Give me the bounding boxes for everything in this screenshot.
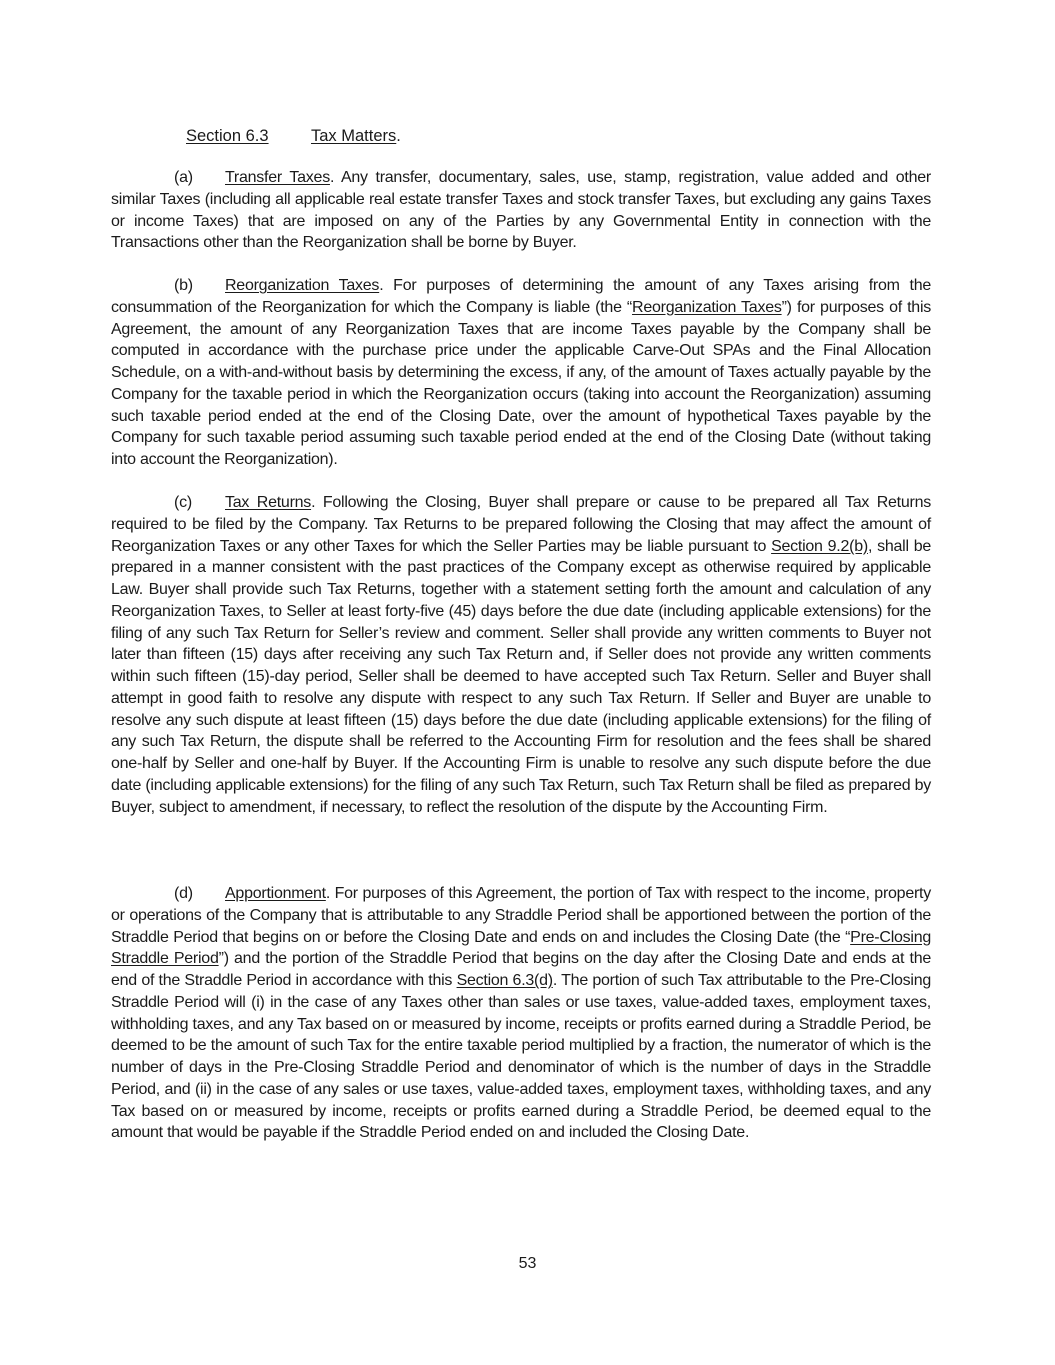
cross-reference: Section 9.2(b) — [771, 537, 868, 555]
paragraph-text: , shall be prepared in a manner consistent with the past practices of the Company except as otherwise required by applicable Law. Buyer shall provide such Tax Returns, together with a statement setting forth the amount and calculation of any Reorganization Taxes, to Seller at least forty-five (45) days before the due date (including applicable extensions) for the filing of any such Tax Return for Seller’s review and comment. Seller shall provide any written comments to Buyer not later than fifteen (15) days after receiving any such Tax Return and, if Seller does not provide any written comments within such fifteen (15)-day period, Seller shall be deemed to have accepted such Tax Return. Seller and Buyer shall attempt in good faith to resolve any dispute with respect to any such Tax Return. If Seller and Buyer are unable to resolve any such dispute at least fifteen (15) days before the due date (including applicable extensions) for the filing of any such Tax Return, the dispute shall be referred to the Accounting Firm for resolution and the fees shall be shared one-half by Seller and one-half by Buyer. If the Accounting Firm is unable to resolve any such dispute before the due date (including applicable extensions) for the filing of any such Tax Return, such Tax Return shall be filed as prepared by Buyer, subject to amendment, if necessary, to reflect the resolution of the dispute by the Accounting Firm. — [111, 537, 931, 816]
defined-term: Reorganization Taxes — [632, 298, 782, 316]
section-heading — [186, 125, 401, 147]
section-number: Section 6.3 — [186, 127, 269, 145]
paragraph-label: (b) — [174, 277, 193, 294]
paragraph-heading: Transfer Taxes — [225, 169, 330, 186]
paragraph-text: . For purposes of this Agreement, the portion of Tax with respect to the income, property or operations of the Company that is attributable to any Straddle Period shall be apportioned between the portion of the Straddle Period that begins on or before the Closing Date and ends on and includes the Closing Date (the “ — [111, 885, 931, 946]
paragraph-text: ”) and the portion of the Straddle Period that begins on the day after the Closing Date and ends at the end of the Straddle Period in accordance with this — [111, 950, 931, 989]
cross-reference: Section 6.3(d) — [456, 972, 553, 989]
paragraph-heading: Tax Returns — [225, 494, 312, 511]
paragraph-label: (c) — [174, 494, 192, 511]
paragraph-text: ”) for purposes of this Agreement, the amount of any Reorganization Taxes that are income Taxes payable by the Company shall be computed in accordance with the purchase price under the applicable Carve-Out SPAs and the Final Allocation Schedule, on a with-and-without basis by determining the excess, if any, of the amount of Taxes actually payable by the Company for the taxable period in which the Reorganization occurs (taking into account the Reorganization) assuming such taxable period ended at the end of the Closing Date, over the amount of hypothetical Taxes payable by the Company for such taxable period assuming such taxable period ended at the end of the Closing Date (without taking into account the Reorganization). — [111, 298, 932, 468]
paragraph-transfer-taxes — [111, 167, 931, 254]
paragraph-heading: Reorganization Taxes — [225, 277, 380, 294]
paragraph-reorganization-taxes — [111, 275, 931, 471]
section-title-period: . — [396, 127, 401, 145]
paragraph-text: . Any transfer, documentary, sales, use, stamp, registration, value added and other similar Taxes (including all applicable real estate transfer Taxes and stock transfer Taxes, but excluding any gains Taxes or income Taxes) that are imposed on any of the Parties by any Governmental Entity in connection with the Transactions other than the Reorganization shall be borne by Buyer. — [111, 169, 932, 252]
paragraph-text: . The portion of such Tax attributable to the Pre-Closing Straddle Period will (i) in the case of any Taxes other than sales or use taxes, value-added taxes, employment taxes, withholding taxes, and any Tax based on or measured by income, receipts or profits earned during a Straddle Period, be deemed to be the amount of such Tax for the entire taxable period multiplied by a fraction, the numerator of which is the number of days in the Pre-Closing Straddle Period and denominator of which is the number of days in the Straddle Period, and (ii) in the case of any sales or use taxes, value-added taxes, employment taxes, withholding taxes, and any Tax based on or measured by income, receipts or profits earned during a Straddle Period, be deemed equal to the amount that would be payable if the Straddle Period ended on and included the Closing Date. — [111, 972, 932, 1142]
defined-term: Pre-Closing Straddle Period — [111, 928, 931, 968]
paragraph-tax-returns — [111, 492, 931, 818]
paragraph-text: . For purposes of determining the amount of any Taxes arising from the consummation of the Reorganization for which the Company is liable (the “ — [111, 277, 932, 316]
paragraph-label: (d) — [174, 885, 193, 902]
paragraph-apportionment — [111, 883, 931, 1144]
paragraph-heading: Apportionment — [225, 885, 326, 902]
page-number: 53 — [518, 1255, 537, 1272]
paragraph-text: . Following the Closing, Buyer shall prepare or cause to be prepared all Tax Returns required to be filed by the Company. Tax Returns to be prepared following the Closing that may affect the amount of Reorganization Taxes or any other Taxes for which the Seller Parties may be liable pursuant to — [111, 494, 931, 555]
paragraph-label: (a) — [174, 169, 193, 186]
section-title: Tax Matters — [311, 127, 397, 145]
